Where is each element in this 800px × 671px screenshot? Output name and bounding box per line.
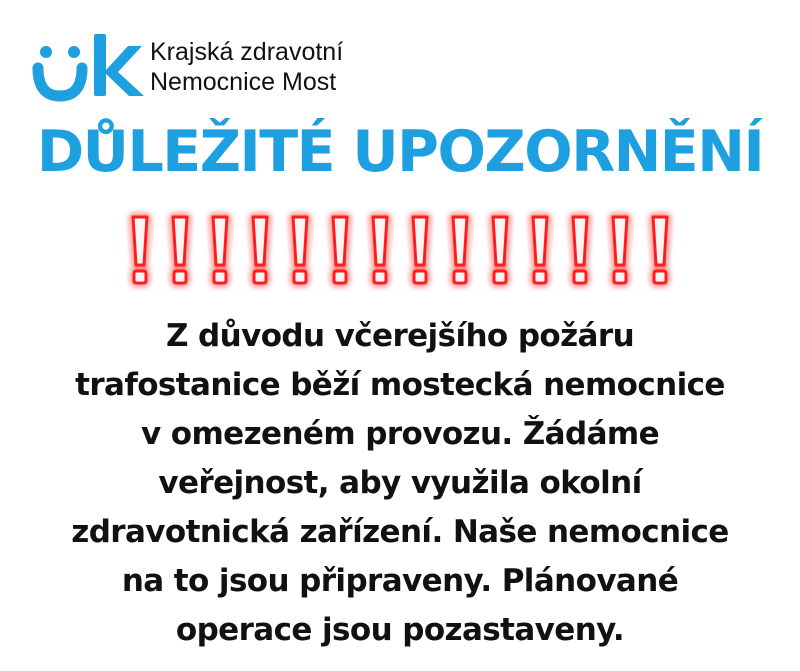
exclamation-mark — [493, 217, 507, 283]
exclamation-mark — [653, 217, 667, 283]
hospital-name-line-1: Krajská zdravotní — [150, 38, 344, 66]
exclamation-mark — [613, 217, 627, 283]
logo-smile — [38, 68, 82, 96]
exclamation-mark — [173, 217, 187, 283]
important-notice-heading: DŮLEŽITÉ UPOZORNĚNÍ — [36, 119, 764, 185]
message-line: operace jsou pozastaveny. — [175, 612, 625, 648]
logo-k-arms — [106, 46, 144, 96]
message-line: v omezeném provozu. Žádáme — [140, 416, 660, 452]
exclamation-mark — [573, 217, 587, 283]
hospital-name — [150, 37, 343, 97]
exclamation-mark — [373, 217, 387, 283]
exclamation-mark — [453, 217, 467, 283]
exclamation-marks-row — [120, 205, 680, 297]
hospital-logo — [28, 22, 343, 112]
kzn-logo-mark — [28, 22, 146, 112]
notice-message — [0, 312, 800, 655]
exclamation-mark — [413, 217, 427, 283]
hospital-name-line-2: Nemocnice Most — [150, 68, 337, 96]
exclamation-mark — [133, 217, 147, 283]
logo-dot-right — [68, 46, 80, 58]
exclamation-mark — [293, 217, 307, 283]
message-line: zdravotnická zařízení. Naše nemocnice — [71, 514, 729, 550]
logo-k-stem — [94, 34, 106, 96]
exclamation-mark — [213, 217, 227, 283]
message-line: Z důvodu včerejšího požáru — [165, 318, 635, 354]
exclamation-mark — [253, 217, 267, 283]
message-line: na to jsou připraveny. Plánované — [121, 563, 679, 599]
message-line: trafostanice běží mostecká nemocnice — [75, 367, 725, 403]
message-line: veřejnost, aby využila okolní — [158, 465, 642, 501]
logo-dot-left — [40, 46, 52, 58]
exclamation-mark — [333, 217, 347, 283]
exclamation-mark — [533, 217, 547, 283]
